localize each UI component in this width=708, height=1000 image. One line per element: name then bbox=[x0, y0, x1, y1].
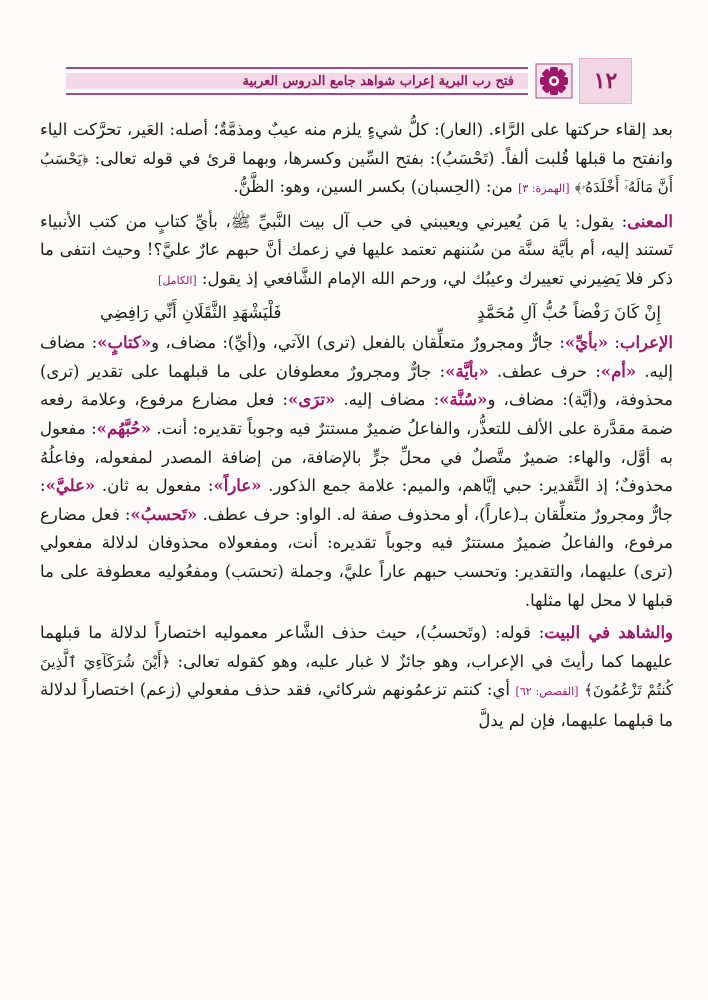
evidence-label: والشاهد في البيت bbox=[544, 623, 673, 643]
quran-reference: [الهمزة: ٣] bbox=[518, 182, 570, 196]
quran-quote: ﴿أَيْنَ شُرَكَآءِيَ ٱلَّذِينَ كُنتُمْ تَزْعُمُونَ﴾ bbox=[40, 652, 674, 700]
parsed-word: «أم» bbox=[600, 361, 637, 381]
parsed-word: «عاراً» bbox=[213, 476, 262, 496]
star-flower-ornament-icon bbox=[535, 63, 573, 99]
quran-quote: ﴿يَحْسَبُ أَنَّ مَالَهُۥٓ أَخْلَدَهُۥ﴾ bbox=[40, 149, 673, 197]
meaning-label: المعنى bbox=[627, 211, 673, 231]
parsed-word: «بأيَّة» bbox=[445, 361, 489, 381]
parsed-word: «عليَّ» bbox=[45, 476, 96, 496]
verse-first-hemistich: إِنْ كَانَ رَفْضاً حُبُّ آلِ مُحَمَّدٍ bbox=[477, 302, 661, 322]
paragraph-intro: بعد إلقاء حركتها على الرَّاء. (العار): كلُّ شيءٍ يلزم منه عيبٌ ومذمَّةٌ؛ أصله: العَير، تحرَّكت الياء وانفتح ما قبلها قُلبت ألفاً. (تَحْسَبُ): بفتح السِّين وكسرها، وبهما قرئ في قوله تعالى: ﴿يَحْسَبُ أَنَّ مَالَهُۥٓ أَخْلَدَهُۥ﴾ [الهمزة: ٣] من: (الحِسبان) بكسر السين، وهو: الظَّنُّ. bbox=[40, 120, 673, 197]
page-body bbox=[40, 116, 673, 735]
paragraph-evidence: والشاهد في البيت: قوله: (وتَحسبُ)، حيث حذف الشَّاعر معموليه اختصاراً لدلالة ما قبلهما عليهما كما رأيتَ في الإعراب، وهو جائزٌ لا غبار عليه، وهو كقوله تعالى: ﴿أَيْنَ شُرَكَآءِيَ ٱلَّذِينَ كُنتُمْ تَزْعُمُونَ﴾ [القصص: ٦٢] أي: كنتم تزعمُونهم شركائي، فقد حذف مفعولي (زعم) اختصاراً لدلالة ما قبلهما عليهما، فإن لم يدلَّ bbox=[40, 623, 674, 730]
book-title: فتح رب البرية إعراب شواهد جامع الدروس العربية bbox=[242, 73, 514, 89]
poetry-verse bbox=[100, 299, 661, 328]
parsed-word: «حُبَّهُم» bbox=[96, 418, 152, 438]
parsed-word: «بأيِّ» bbox=[564, 333, 609, 353]
verse-second-hemistich: فَلْيَشْهَدِ الثَّقَلَانِ أَنِّي رَافِضِي bbox=[100, 302, 282, 322]
paragraph-meaning: المعنى: يقول: يا مَن يُعيرني ويعيبني في حب آل بيت النَّبيِّ ﷺ، بأيِّ كتابٍ من كتب الأنبياء تَستند إليه، أم بأيَّة سنَّة من سُننهم تعتمد عليها في زعمك أنَّ حبهم عارٌ عليَّ؟! وحيث انتفى ما ذكر فلا يَضِيرني تعييرك وعيبُك لي، ورحم الله الإمام الشَّافعي إذ يقول: [الكامل] bbox=[40, 211, 673, 288]
paragraph-parsing: الإعراب: «بأيِّ»: جارٌّ ومجرورٌ متعلِّقان بالفعل (ترى) الآتي، و(أيِّ): مضاف، و«كتابٍ»: مضاف إليه. «أم»: حرف عطف. «بأيَّة»: جارٌّ ومجرورٌ معطوفان على ما قبلهما على تقدير (ترى) محذوفة، و(أيَّة): مضاف، و«سُنَّة»: مضاف إليه. «ترَى»: فعل مضارع مرفوع، وعلامة رفعه ضمة مقدَّرة على الألف للتعذُّر، والفاعلُ ضميرٌ مستترٌ فيه وجوباً تقديره: أنت. «حُبَّهُم»: مفعول به أوَّل، والهاء: ضميرٌ متَّصلٌ في محلِّ جرٍّ بالإضافة، من إضافة المصدر لمفعوله، وفاعلُهُ محذوفٌ؛ إذ التَّقدير: حبي إيَّاهم، والميم: علامة جمع الذكور. «عاراً»: مفعول به ثان. «عليَّ»: جارٌّ ومجرورٌ متعلِّقان بـ(عاراً)، أو محذوف صفة له. الواو: حرف عطف. «تَحسبُ»: فعل مضارع مرفوع، والفاعلُ ضميرٌ مستترٌ فيه وجوباً تقديره: أنت، ومفعولاه محذوفان لدلالة مفعولي (ترى) عليهما، والتقدير: وتحسب حبهم عاراً عليَّ، وجملة (تحسَب) ومفعُوليه معطوفة على ما قبلها لا محل لها مثلها. bbox=[40, 333, 674, 610]
page-header bbox=[66, 58, 632, 104]
parsed-word: «كتابٍ» bbox=[97, 333, 152, 353]
parsed-word: «سُنَّة» bbox=[439, 390, 488, 410]
meter-label: [الكامل] bbox=[158, 273, 197, 287]
parsed-word: «ترَى» bbox=[288, 390, 336, 410]
parsing-label: الإعراب bbox=[619, 333, 673, 353]
parsed-word: «تَحسبُ» bbox=[130, 504, 198, 524]
quran-reference: [القصص: ٦٢] bbox=[515, 685, 579, 699]
book-title-band bbox=[66, 67, 528, 95]
page-number: ١٢ bbox=[579, 58, 632, 104]
